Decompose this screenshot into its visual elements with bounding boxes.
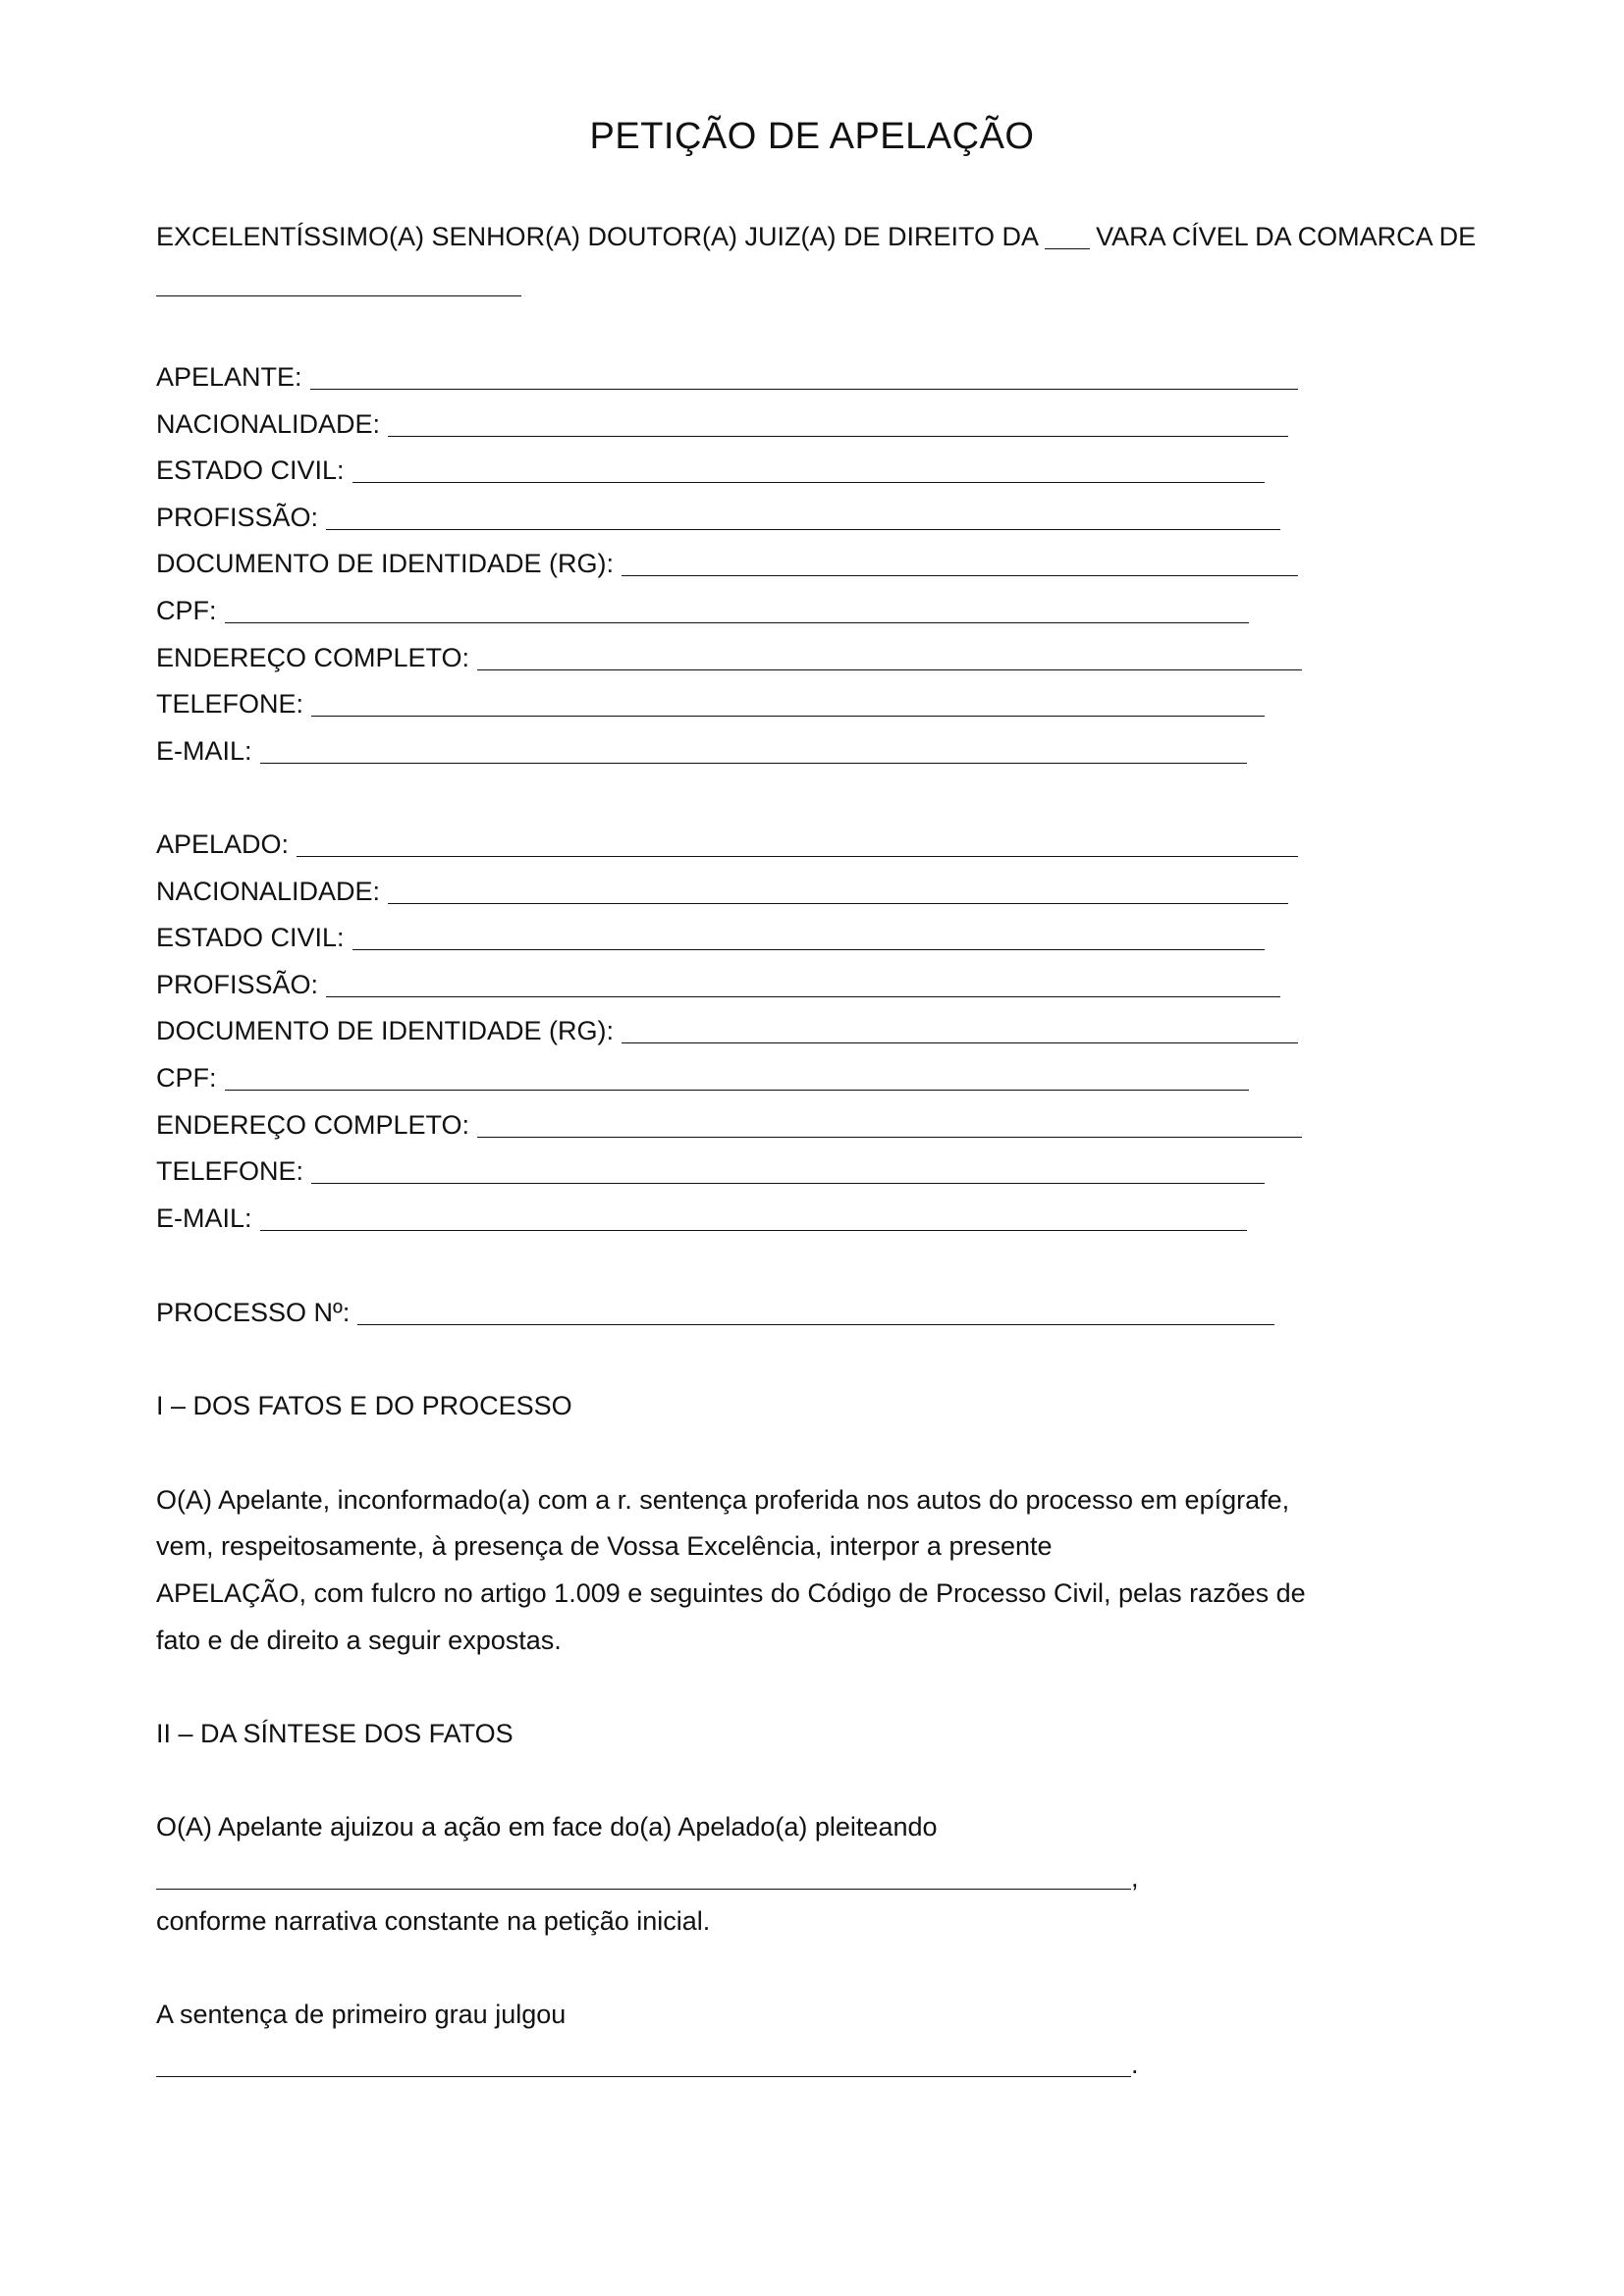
- comarca-blank[interactable]: [156, 295, 521, 296]
- addressee-text-start: EXCELENTÍSSIMO(A) SENHOR(A) DOUTOR(A) JUIZ(A) DE DIREITO DA: [156, 222, 1040, 251]
- section1-heading: I – DOS FATOS E DO PROCESSO: [156, 1391, 572, 1420]
- apelado-field-1: [156, 875, 1288, 908]
- section2-heading: II – DA SÍNTESE DOS FATOS: [156, 1719, 514, 1748]
- apelado-field-7: [156, 1154, 1265, 1188]
- apelado-field-blank[interactable]: [260, 1230, 1247, 1231]
- julgou-period: .: [1131, 2050, 1139, 2079]
- apelado-field-6: [156, 1108, 1302, 1142]
- apelado-field-label: ESTADO CIVIL:: [156, 923, 345, 953]
- section1-line-3: APELAÇÃO, com fulcro no artigo 1.009 e seguintes do Código de Processo Civil, pelas razões de: [156, 1578, 1306, 1608]
- apelado-field-label: E-MAIL:: [156, 1202, 252, 1233]
- apelado-field-4: [156, 1014, 1298, 1047]
- section2-para1: O(A) Apelante ajuizou a ação em face do(a) Apelado(a) pleiteando: [156, 1812, 938, 1842]
- document-title: PETIÇÃO DE APELAÇÃO: [589, 116, 1035, 157]
- pleiteando-comma: ,: [1131, 1863, 1139, 1893]
- apelante-field-blank[interactable]: [225, 622, 1249, 623]
- apelado-field-label: CPF:: [156, 1063, 217, 1093]
- apelado-field-blank[interactable]: [225, 1090, 1249, 1091]
- apelado-field-blank[interactable]: [477, 1137, 1302, 1138]
- pleiteando-blank[interactable]: [156, 1889, 1131, 1890]
- section1-line-4: fato e de direito a seguir expostas.: [156, 1626, 562, 1655]
- apelado-field-label: ENDEREÇO COMPLETO:: [156, 1109, 470, 1140]
- apelado-field-0: [156, 828, 1298, 861]
- apelante-field-6: [156, 641, 1302, 674]
- apelante-field-blank[interactable]: [311, 716, 1265, 717]
- apelante-field-blank[interactable]: [260, 763, 1247, 764]
- julgou-blank[interactable]: [156, 2076, 1131, 2077]
- apelado-field-blank[interactable]: [352, 949, 1265, 950]
- apelante-field-label: PROFISSÃO:: [156, 502, 319, 532]
- section2-para2: A sentença de primeiro grau julgou: [156, 2000, 567, 2029]
- apelado-field-blank[interactable]: [622, 1042, 1298, 1043]
- apelado-field-label: NACIONALIDADE:: [156, 876, 381, 906]
- apelante-field-label: CPF:: [156, 596, 217, 625]
- apelante-field-blank[interactable]: [477, 669, 1302, 670]
- section2-para1-cont: conforme narrativa constante na petição inicial.: [156, 1906, 711, 1936]
- apelado-field-2: [156, 921, 1265, 954]
- apelado-field-label: TELEFONE:: [156, 1156, 304, 1187]
- apelante-field-5: [156, 594, 1249, 627]
- apelado-field-blank[interactable]: [297, 856, 1298, 857]
- processo-label: PROCESSO Nº:: [156, 1298, 351, 1327]
- apelante-field-4: [156, 547, 1298, 580]
- apelado-field-blank[interactable]: [388, 903, 1288, 904]
- apelante-field-1: [156, 407, 1288, 441]
- apelado-field-blank[interactable]: [326, 996, 1280, 997]
- section1-line-2: vem, respeitosamente, à presença de Vossa Excelência, interpor a presente: [156, 1531, 1053, 1561]
- apelante-field-label: TELEFONE:: [156, 689, 304, 720]
- apelado-field-label: DOCUMENTO DE IDENTIDADE (RG):: [156, 1016, 615, 1046]
- apelado-field-8: [156, 1201, 1247, 1235]
- apelado-field-3: [156, 968, 1280, 1001]
- apelante-field-label: ENDEREÇO COMPLETO:: [156, 642, 470, 672]
- apelado-field-label: APELADO:: [156, 829, 290, 859]
- apelante-field-blank[interactable]: [388, 436, 1288, 437]
- apelante-field-blank[interactable]: [352, 482, 1265, 483]
- apelante-field-blank[interactable]: [310, 389, 1298, 390]
- section1-line-1: O(A) Apelante, inconformado(a) com a r. sentença proferida nos autos do processo em epígrafe,: [156, 1485, 1290, 1515]
- apelante-field-2: [156, 454, 1265, 487]
- vara-number-blank[interactable]: [1045, 248, 1090, 249]
- processo-field: [156, 1296, 1274, 1329]
- apelante-field-label: NACIONALIDADE:: [156, 408, 381, 439]
- apelante-field-label: APELANTE:: [156, 362, 302, 392]
- addressee-text-end: VARA CÍVEL DA COMARCA DE: [1096, 222, 1477, 251]
- apelante-field-blank[interactable]: [326, 529, 1280, 530]
- apelante-field-label: DOCUMENTO DE IDENTIDADE (RG):: [156, 549, 615, 579]
- apelante-field-blank[interactable]: [622, 575, 1298, 576]
- addressee-line: [156, 220, 1476, 253]
- apelado-field-5: [156, 1061, 1249, 1095]
- apelado-field-label: PROFISSÃO:: [156, 969, 319, 999]
- apelante-field-8: [156, 734, 1247, 768]
- apelante-field-label: ESTADO CIVIL:: [156, 455, 345, 486]
- processo-blank[interactable]: [357, 1324, 1274, 1325]
- apelante-field-0: [156, 360, 1298, 394]
- apelado-field-blank[interactable]: [311, 1183, 1265, 1184]
- apelante-field-3: [156, 501, 1280, 534]
- apelante-field-label: E-MAIL:: [156, 735, 252, 766]
- apelante-field-7: [156, 687, 1265, 721]
